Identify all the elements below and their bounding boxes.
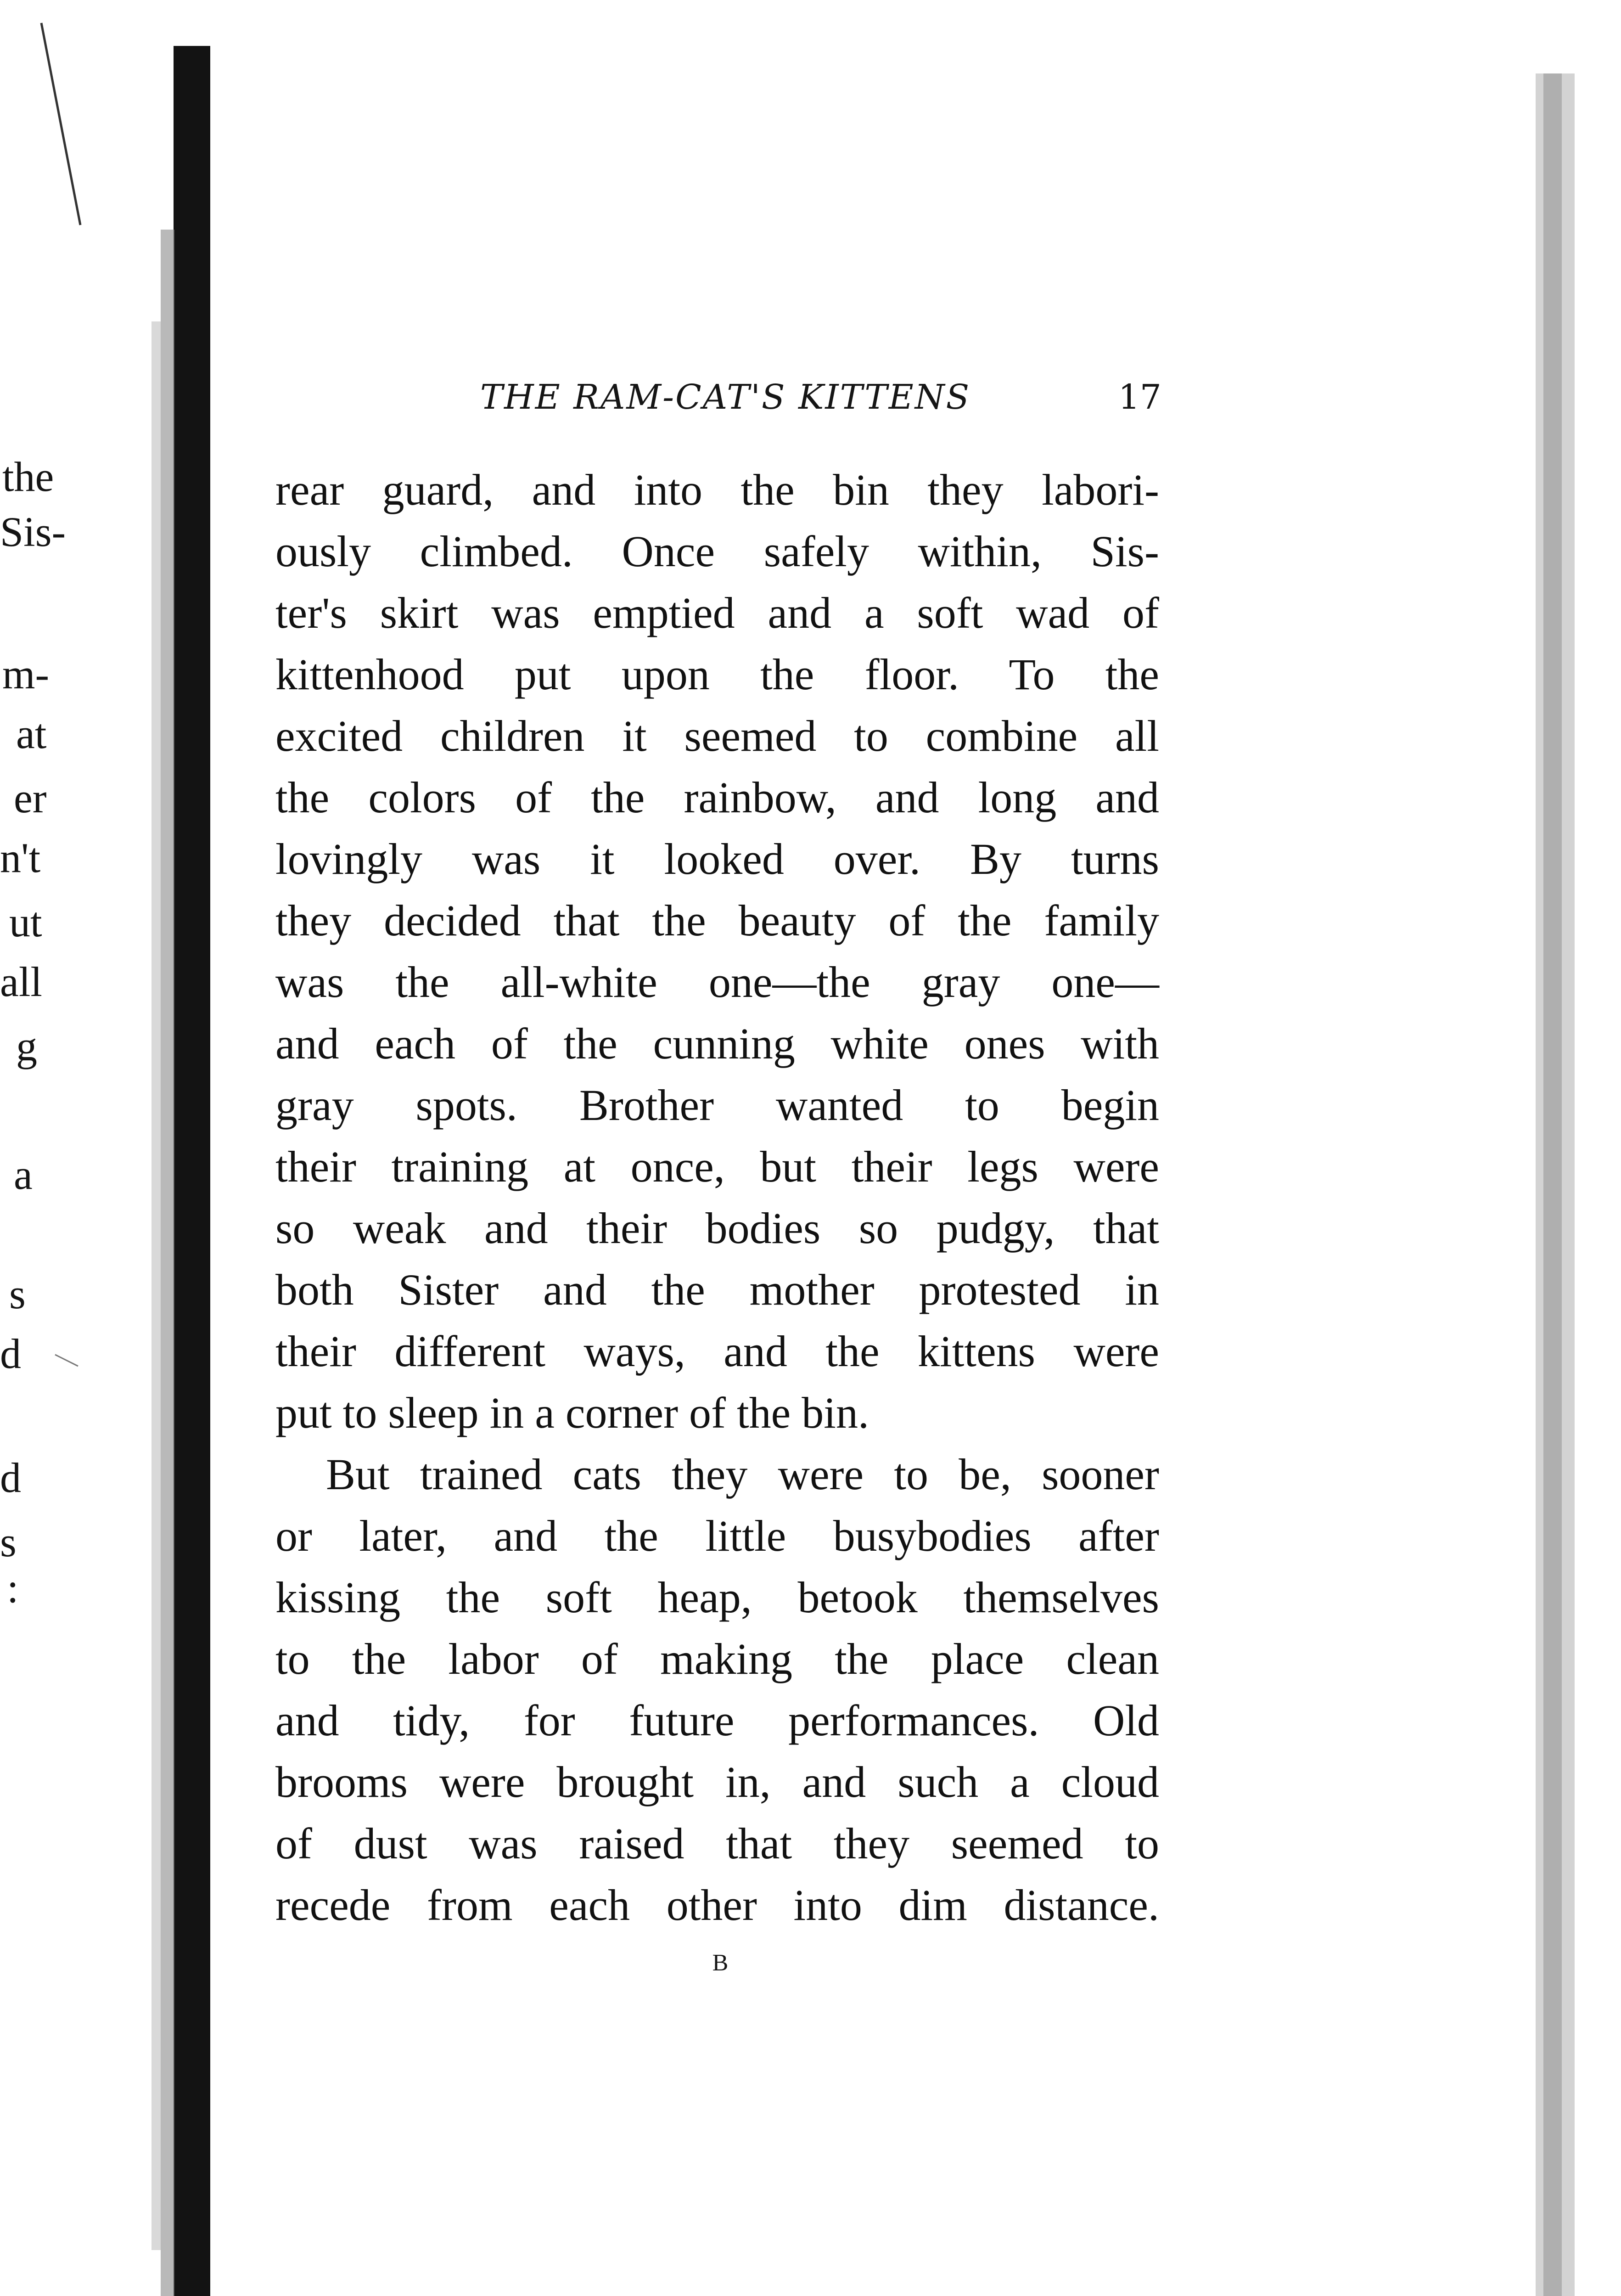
gutter-halftone-edge xyxy=(161,230,174,2296)
text-line: lovingly was it looked over. By turns xyxy=(275,834,1159,884)
binding-gutter-shadow xyxy=(174,46,210,2296)
fragment-text: : xyxy=(7,1564,19,1611)
fragment-text: er xyxy=(14,775,47,822)
fragment-text: a xyxy=(14,1151,33,1198)
gutter-halftone-fade xyxy=(151,321,161,2250)
page-number: 17 xyxy=(1118,377,1161,417)
page-header xyxy=(404,372,1161,422)
fragment-text: ut xyxy=(9,899,42,945)
fragment-text: m- xyxy=(2,651,50,698)
right-edge-noise-dark xyxy=(1543,73,1562,2296)
fragment-text: d xyxy=(0,1330,21,1377)
right-edge-noise xyxy=(1536,73,1575,2296)
fragment-text: the xyxy=(2,453,54,500)
signature-mark: B xyxy=(712,1950,729,1976)
fragment-text: s xyxy=(9,1271,26,1317)
text-line: ter's skirt was emptied and a soft wad of xyxy=(275,588,1159,637)
text-line: and each of the cunning white ones with xyxy=(275,1019,1159,1068)
text-line: kissing the soft heap, betook themselves xyxy=(275,1573,1159,1622)
running-title: THE RAM-CAT'S KITTENS xyxy=(480,377,971,417)
facing-page-fragments xyxy=(0,452,87,1611)
text-line: put to sleep in a corner of the bin. xyxy=(275,1388,869,1437)
fragment-text: n't xyxy=(0,834,41,881)
text-line: recede from each other into dim distance. xyxy=(275,1880,1159,1930)
fragment-text: g xyxy=(16,1023,37,1069)
text-line: rear guard, and into the bin they labori- xyxy=(275,465,1159,514)
text-line: excited children it seemed to combine all xyxy=(275,711,1159,760)
fragment-text: Sis- xyxy=(0,508,66,555)
text-line: of dust was raised that they seemed to xyxy=(275,1819,1159,1868)
fragment-text: at xyxy=(16,710,47,757)
text-line: the colors of the rainbow, and long and xyxy=(275,773,1159,822)
fragment-text: d xyxy=(0,1454,21,1501)
text-line: or later, and the little busybodies after xyxy=(275,1511,1159,1560)
pencil-stroke xyxy=(41,23,80,225)
text-line: gray spots. Brother wanted to begin xyxy=(275,1080,1159,1130)
text-line: ously climbed. Once safely within, Sis- xyxy=(275,527,1159,576)
text-line: to the labor of making the place clean xyxy=(275,1634,1159,1683)
text-line: kittenhood put upon the floor. To the xyxy=(275,650,1159,699)
text-line: so weak and their bodies so pudgy, that xyxy=(275,1204,1159,1253)
text-line: they decided that the beauty of the family xyxy=(275,896,1159,945)
paragraph-1 xyxy=(275,459,1159,1444)
fragment-text: all xyxy=(0,958,42,1005)
paragraph-2 xyxy=(275,1444,1159,1936)
text-line: both Sister and the mother protested in xyxy=(275,1265,1159,1314)
fragment-text: s xyxy=(0,1519,17,1565)
text-line: was the all-white one—the gray one— xyxy=(275,957,1159,1007)
text-line: their training at once, but their legs were xyxy=(275,1142,1159,1191)
text-line: their different ways, and the kittens were xyxy=(275,1327,1159,1376)
body-text xyxy=(275,459,1159,1936)
text-line: But trained cats they were to be, sooner xyxy=(326,1450,1159,1499)
text-line: brooms were brought in, and such a cloud xyxy=(275,1757,1159,1806)
text-line: and tidy, for future performances. Old xyxy=(275,1696,1159,1745)
